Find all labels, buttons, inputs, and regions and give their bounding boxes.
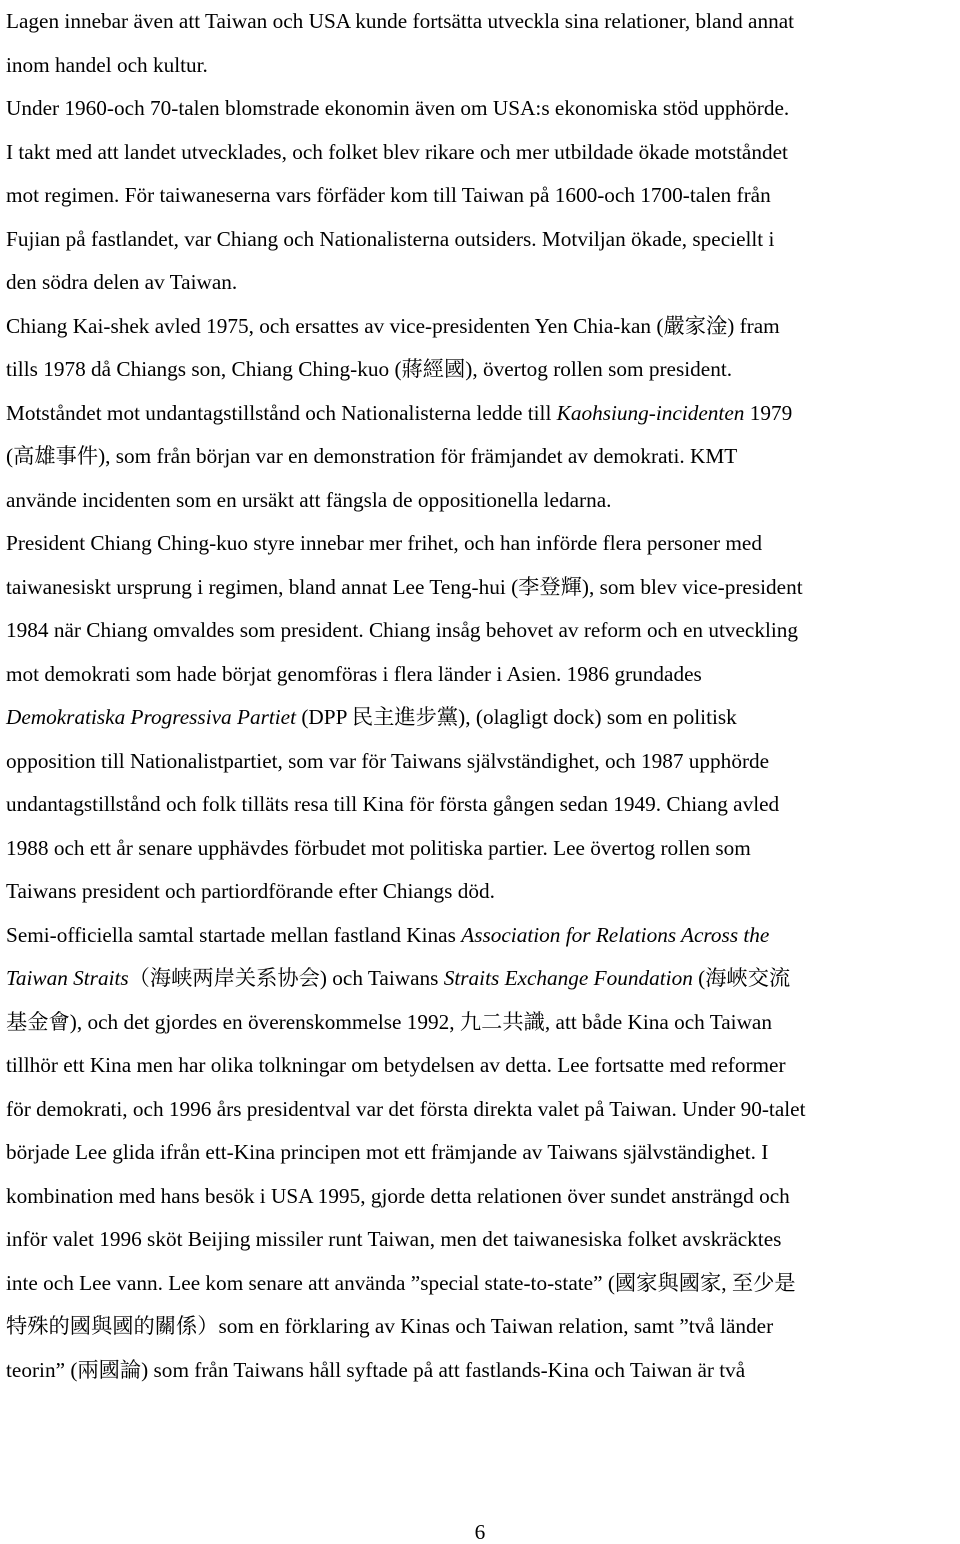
text-segment: (DPP 民主進步黨), (olagligt dock) som en politisk xyxy=(296,705,737,729)
text-segment: (海峽交流 xyxy=(692,966,791,990)
text-segment: President Chiang Ching-kuo styre innebar mer frihet, och han införde flera personer med xyxy=(6,531,763,555)
text-segment: använde incidenten som en ursäkt att fängsla de oppositionella ledarna. xyxy=(6,487,612,512)
italic-text-segment: Kaohsiung-incidenten xyxy=(556,400,745,425)
text-segment: började Lee glida ifrån ett-Kina principen mot ett främjande av Taiwans självständighet. I xyxy=(6,1140,769,1164)
text-segment: den södra delen av Taiwan. xyxy=(6,270,238,294)
page-number: 6 xyxy=(474,1520,486,1544)
text-line xyxy=(6,740,956,784)
text-line xyxy=(6,1218,956,1262)
text-line xyxy=(6,609,956,653)
text-segment: inom handel och kultur. xyxy=(6,52,208,77)
text-segment: Taiwans president och partiordförande efter Chiangs död. xyxy=(6,879,495,903)
text-segment: mot demokrati som hade börjat genomföras i flera länder i Asien. 1986 grundades xyxy=(6,661,702,686)
italic-text-segment: Demokratiska Progressiva Partiet xyxy=(6,705,297,729)
text-line xyxy=(6,1305,956,1349)
text-segment: 特殊的國與國的關係）som en förklaring av Kinas och Taiwan relation, samt ”två länder xyxy=(6,1314,774,1338)
text-line xyxy=(6,1044,956,1088)
text-segment: Lagen innebar även att Taiwan och USA kunde fortsätta utveckla sina relationer, bland annat xyxy=(6,9,795,33)
text-line xyxy=(6,479,956,523)
text-line xyxy=(6,261,956,305)
text-line xyxy=(6,566,956,610)
text-line xyxy=(6,1001,956,1045)
text-line xyxy=(6,827,956,871)
text-segment: (高雄事件), som från början var en demonstration för främjandet av demokrati. KMT xyxy=(6,444,738,468)
italic-text-segment: Association for Relations Across the xyxy=(461,922,770,947)
text-segment: mot regimen. För taiwaneserna vars förfäder kom till Taiwan på 1600-och 1700-talen från xyxy=(6,183,771,207)
text-segment: tillhör ett Kina men har olika tolkningar om betydelsen av detta. Lee fortsatte med reformer xyxy=(6,1053,786,1077)
italic-text-segment: Straits Exchange Foundation xyxy=(443,966,693,990)
text-segment: Semi-officiella samtal startade mellan fastland Kinas xyxy=(6,922,462,947)
text-line xyxy=(6,87,956,131)
text-segment: Chiang Kai-shek avled 1975, och ersattes av vice-presidenten Yen Chia-kan (嚴家淦) fram xyxy=(6,313,780,338)
text-line xyxy=(6,44,956,88)
text-line xyxy=(6,914,956,958)
text-line xyxy=(6,1175,956,1219)
text-line xyxy=(6,174,956,218)
text-segment: för demokrati, och 1996 års presidentval var det första direkta valet på Taiwan. Under 90-talet xyxy=(6,1096,806,1121)
text-segment: Under 1960-och 70-talen blomstrade ekonomin även om USA:s ekonomiska stöd upphörde. xyxy=(6,96,790,120)
text-line xyxy=(6,653,956,697)
text-segment: Fujian på fastlandet, var Chiang och Nationalisterna outsiders. Motviljan ökade, speciellt i xyxy=(6,226,775,251)
text-segment: tills 1978 då Chiangs son, Chiang Ching-kuo (蔣經國), övertog rollen som president. xyxy=(6,357,733,381)
text-segment: opposition till Nationalistpartiet, som var för Taiwans självständighet, och 1987 upphörde xyxy=(6,748,770,773)
text-line xyxy=(6,348,956,392)
text-segment: inför valet 1996 sköt Beijing missiler runt Taiwan, men det taiwanesiska folket avskräcktes xyxy=(6,1227,782,1251)
text-line xyxy=(6,131,956,175)
text-segment: Motståndet mot undantagstillstånd och Nationalisterna ledde till xyxy=(6,400,557,425)
text-line xyxy=(6,305,956,349)
text-line xyxy=(6,522,956,566)
body-text xyxy=(6,0,958,1392)
text-line xyxy=(6,1131,956,1175)
text-segment: （海峡两岸关系协会) och Taiwans xyxy=(128,966,444,990)
text-segment: taiwanesiskt ursprung i regimen, bland annat Lee Teng-hui (李登輝), som blev vice-president xyxy=(6,574,803,599)
text-line xyxy=(6,957,956,1001)
text-line xyxy=(6,1262,956,1306)
text-segment: 1984 när Chiang omvaldes som president. Chiang insåg behovet av reform och en utveckling xyxy=(6,618,799,642)
text-line xyxy=(6,1088,956,1132)
text-line xyxy=(6,392,956,436)
text-segment: 基金會), och det gjordes en överenskommelse 1992, 九二共識, att både Kina och Taiwan xyxy=(6,1009,772,1034)
text-segment: 1988 och ett år senare upphävdes förbudet mot politiska partier. Lee övertog rollen som xyxy=(6,835,751,860)
text-segment: kombination med hans besök i USA 1995, gjorde detta relationen över sundet ansträngd och xyxy=(6,1183,790,1208)
text-segment: undantagstillstånd och folk tilläts resa till Kina för första gången sedan 1949. Chiang avled xyxy=(6,792,780,816)
text-line xyxy=(6,435,956,479)
text-segment: 1979 xyxy=(744,400,793,425)
text-segment: I takt med att landet utvecklades, och folket blev rikare och mer utbildade ökade motståndet xyxy=(6,139,788,164)
text-line xyxy=(6,696,956,740)
text-line xyxy=(6,1349,956,1393)
text-line xyxy=(6,0,956,44)
text-line xyxy=(6,783,956,827)
text-line xyxy=(6,870,956,914)
text-segment: teorin” (兩國論) som från Taiwans håll syftade på att fastlands-Kina och Taiwan är två xyxy=(6,1357,746,1382)
italic-text-segment: Taiwan Straits xyxy=(6,966,129,990)
text-line xyxy=(6,218,956,262)
text-segment: inte och Lee vann. Lee kom senare att använda ”special state-to-state” (國家與國家, 至少是 xyxy=(6,1270,796,1295)
